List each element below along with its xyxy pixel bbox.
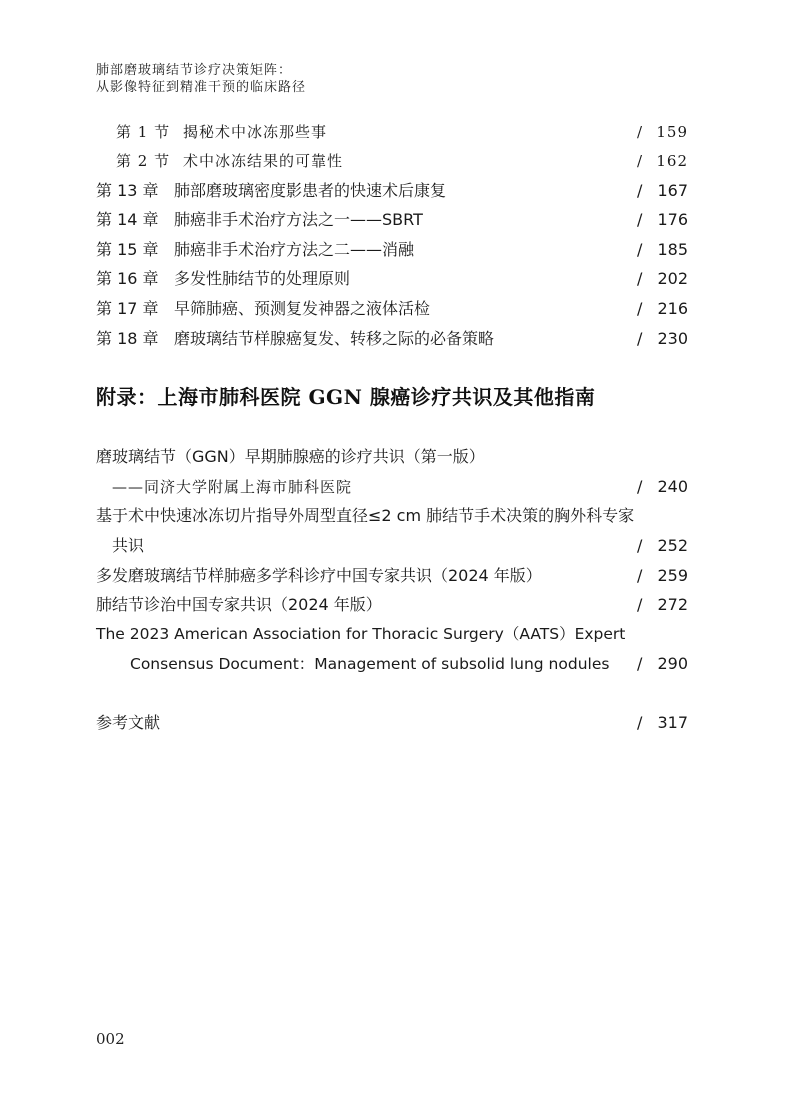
page-number: 252: [657, 536, 688, 555]
references-title: 参考文献: [96, 713, 161, 732]
page-number: 240: [657, 477, 688, 496]
entry-continuation: 共识: [112, 536, 145, 555]
toc-chapter-18[interactable]: [0, 327, 800, 351]
section-number: 第 2 节: [116, 152, 171, 170]
page-number: 259: [657, 566, 688, 585]
entry-title: 多发磨玻璃结节样肺癌多学科诊疗中国专家共识（2024 年版）: [96, 566, 542, 585]
separator: /: [637, 566, 643, 585]
page-number: 202: [657, 269, 688, 288]
toc-section-1[interactable]: [0, 120, 800, 144]
separator: /: [637, 477, 643, 496]
separator: /: [637, 210, 643, 229]
toc-chapter-15[interactable]: [0, 238, 800, 262]
page-number: 216: [657, 299, 688, 318]
chapter-title: 早筛肺癌、预测复发神器之液体活检: [174, 299, 431, 318]
separator: /: [637, 269, 643, 288]
section-title: 揭秘术中冰冻那些事: [183, 123, 328, 141]
toc-chapter-13[interactable]: [0, 179, 800, 203]
page-number: 230: [657, 329, 688, 348]
appendix-entry-5-title[interactable]: The 2023 American Association for Thoracic Surgery（AATS）Expert: [96, 625, 626, 643]
chapter-number: 第 17 章: [96, 299, 159, 318]
chapter-title: 肺部磨玻璃密度影患者的快速术后康复: [174, 181, 447, 200]
appendix-entry-1-sub[interactable]: [0, 475, 800, 499]
toc-chapter-14[interactable]: [0, 208, 800, 232]
header-title-line1: 肺部磨玻璃结节诊疗决策矩阵：: [96, 63, 293, 78]
chapter-title: 肺癌非手术治疗方法之一——SBRT: [174, 210, 423, 229]
chapter-number: 第 16 章: [96, 269, 159, 288]
page-number: 162: [656, 152, 688, 170]
separator: /: [637, 713, 643, 732]
separator: /: [637, 299, 643, 318]
page-number: 159: [656, 123, 688, 141]
separator: /: [637, 329, 643, 348]
chapter-number: 第 15 章: [96, 240, 159, 259]
section-number: 第 1 节: [116, 123, 171, 141]
separator: /: [637, 240, 643, 259]
toc-section-2[interactable]: [0, 149, 800, 173]
chapter-number: 第 14 章: [96, 210, 159, 229]
separator: /: [637, 181, 643, 200]
page-number: 167: [657, 181, 688, 200]
separator: /: [637, 123, 644, 141]
separator: /: [637, 152, 644, 170]
chapter-title: 肺癌非手术治疗方法之二——消融: [174, 240, 415, 259]
footer-page-number: 002: [96, 1030, 125, 1048]
running-header: [96, 62, 306, 96]
separator: /: [637, 595, 643, 614]
section-title: 术中冰冻结果的可靠性: [183, 152, 344, 170]
appendix-entry-4[interactable]: [0, 593, 800, 617]
appendix-entry-3[interactable]: [0, 564, 800, 588]
header-title-line2: 从影像特征到精准干预的临床路径: [96, 80, 307, 95]
toc-chapter-17[interactable]: [0, 297, 800, 321]
page-number: 317: [657, 713, 688, 732]
appendix-entry-5-cont[interactable]: [0, 652, 800, 676]
separator: /: [637, 536, 643, 555]
appendix-entry-2-cont[interactable]: [0, 534, 800, 558]
separator: /: [637, 654, 643, 673]
page-number: 176: [657, 210, 688, 229]
chapter-number: 第 13 章: [96, 181, 159, 200]
page-number: 272: [657, 595, 688, 614]
entry-subtitle: ——同济大学附属上海市肺科医院: [112, 478, 353, 496]
appendix-heading: 附录：上海市肺科医院 GGN 腺癌诊疗共识及其他指南: [96, 385, 596, 409]
appendix-entry-1-title[interactable]: 磨玻璃结节（GGN）早期肺腺癌的诊疗共识（第一版）: [96, 447, 485, 466]
chapter-title: 磨玻璃结节样腺癌复发、转移之际的必备策略: [174, 329, 495, 348]
page-number: 185: [657, 240, 688, 259]
chapter-number: 第 18 章: [96, 329, 159, 348]
chapter-title: 多发性肺结节的处理原则: [174, 269, 351, 288]
appendix-entry-2-title[interactable]: 基于术中快速冰冻切片指导外周型直径≤2 cm 肺结节手术决策的胸外科专家: [96, 506, 635, 525]
toc-references[interactable]: [0, 711, 800, 735]
entry-title: 肺结节诊治中国专家共识（2024 年版）: [96, 595, 382, 614]
entry-continuation: Consensus Document：Management of subsolid lung nodules: [130, 655, 610, 673]
page-number: 290: [657, 654, 688, 673]
toc-chapter-16[interactable]: [0, 267, 800, 291]
